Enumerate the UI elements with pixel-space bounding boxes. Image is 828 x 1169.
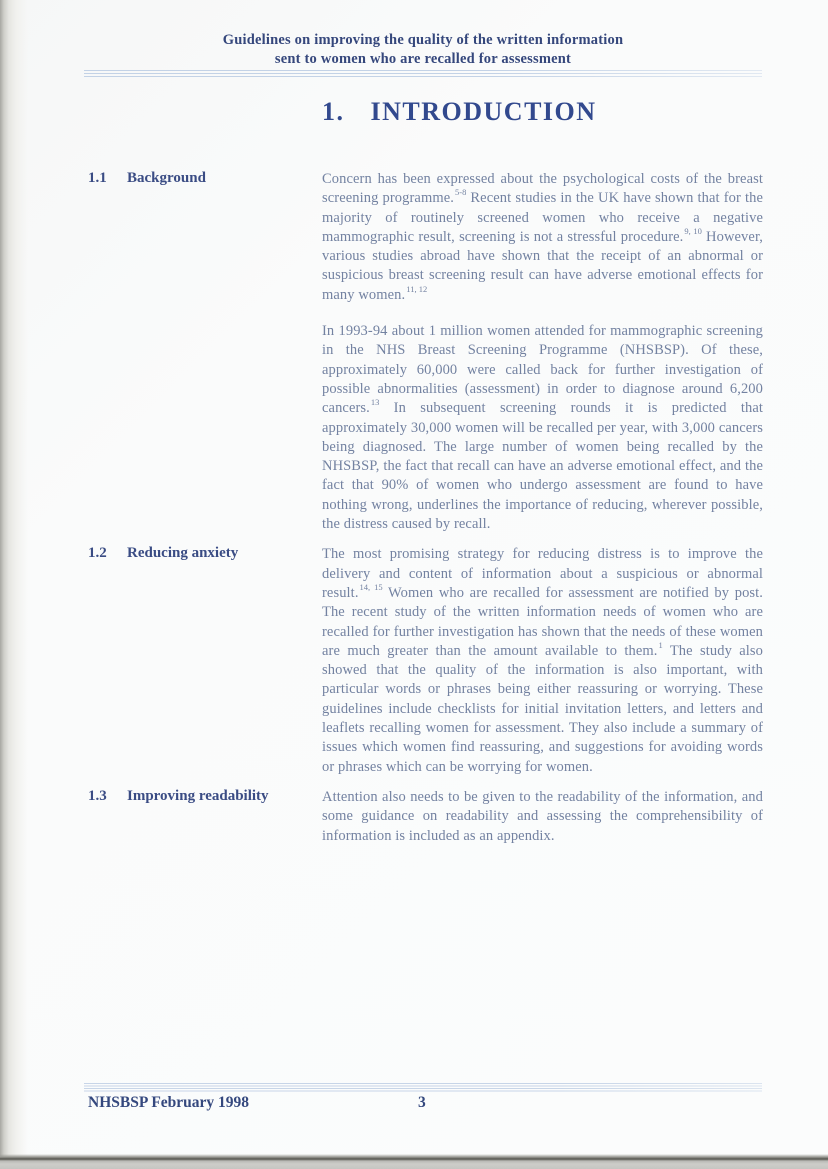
section-label	[88, 170, 206, 187]
section-body	[322, 170, 763, 534]
footer-rule	[84, 1083, 762, 1092]
paragraph: Attention also needs to be given to the readability of the information, and some guidance on readability and assessing the comprehensibility of information is included as an appendix.	[322, 788, 763, 844]
footer-publisher-date: NHSBSP February 1998	[88, 1094, 250, 1111]
section-body	[322, 788, 763, 846]
section-improving-readability	[0, 788, 828, 846]
title-text: INTRODUCTION	[370, 97, 597, 126]
section-reducing-anxiety	[0, 545, 828, 777]
content-area	[0, 170, 828, 857]
section-body	[322, 545, 763, 777]
paragraph: The most promising strategy for reducing distress is to improve the delivery and content of information about a suspicious or abnormal result.$^{14, 15}$ Women who are recalled for assessment are notified by post. The recent study of the written information needs of women who are recalled for further investigation has shown that the needs of these women are much greater than the amount available to them.$^1$ The study also showed that the quality of the information is also important, with particular words or phrases being either reassuring or worrying. These guidelines include checklists for initial invitation letters, and letters and leaflets recalling women for assessment. They also include a summary of issues which women find reassuring, and suggestions for avoiding words or phrases which can be worrying for women.	[322, 546, 764, 775]
document-header	[84, 31, 762, 68]
section-heading: Improving readability	[127, 787, 269, 804]
page-title	[322, 97, 597, 127]
section-number: 1.1	[88, 170, 107, 186]
section-label	[88, 788, 269, 805]
scan-edge-bottom	[0, 1154, 828, 1169]
paragraph: In 1993-94 about 1 million women attended for mammographic screening in the NHS Breast Screening Programme (NHSBSP). Of these, approximately 60,000 were called back for further investigation of possible abnormalities (assessment) in order to diagnose around 6,200 cancers.$^{13}$ In subsequent screening rounds it is predicted that approximately 30,000 women will be recalled per year, with 3,000 cancers being diagnosed. The large number of women being recalled by the NHSBSP, the fact that recall can have an adverse emotional effect, and the fact that 90% of women who undergo assessment are found to have nothing wrong, underlines the importance of reducing, wherever possible, the distress caused by recall.	[322, 323, 763, 533]
section-number: 1.3	[88, 787, 107, 804]
header-rule	[84, 70, 762, 78]
header-line2: sent to women who are recalled for assessment	[274, 50, 572, 67]
section-heading: Reducing anxiety	[127, 545, 239, 562]
paragraph: Concern has been expressed about the psychological costs of the breast screening programme.$^{5-8}$ Recent studies in the UK have shown that for the majority of routinely screened women who receive a negative mammographic result, screening is not a stressful procedure.$^{9, 10}$ However, various studies abroad have shown that the receipt of an abnormal or suspicious breast screening result can have adverse emotional effects for many women.$^{11, 12}$	[322, 171, 764, 303]
page-number: 3	[418, 1094, 426, 1111]
section-label	[88, 545, 238, 562]
section-number: 1.2	[88, 545, 107, 562]
title-number: 1.	[322, 97, 345, 126]
section-background	[0, 170, 828, 534]
header-line1: Guidelines on improving the quality of the written information	[222, 32, 624, 48]
section-heading: Background	[127, 170, 206, 186]
